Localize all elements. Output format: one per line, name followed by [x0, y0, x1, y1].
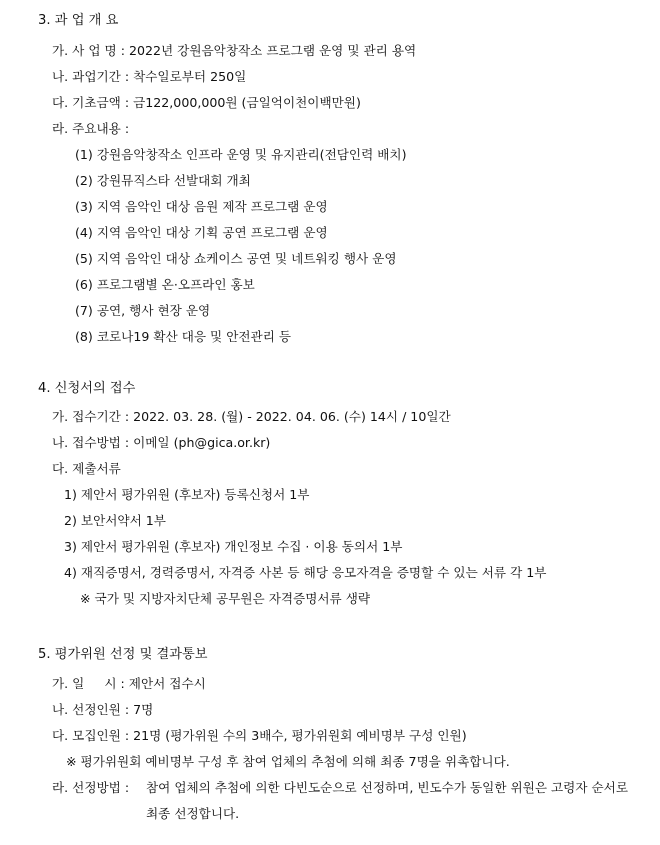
list-item: 3) 제안서 평가위원 (후보자) 개인정보 수집 · 이용 동의서 1부 — [64, 539, 403, 554]
list-item: (5) 지역 음악인 대상 쇼케이스 공연 및 네트워킹 행사 운영 — [75, 251, 397, 266]
application-period-label: 가. 접수기간 — [52, 409, 121, 424]
list-item: (6) 프로그램별 온·오프라인 홍보 — [75, 277, 255, 292]
selection-count-label: 나. 선정인원 — [52, 702, 121, 717]
list-item: (2) 강원뮤직스타 선발대회 개최 — [75, 173, 251, 188]
application-method-row — [52, 434, 270, 452]
application-period-value: 2022. 03. 28. (월) - 2022. 04. 06. (수) 14시 / 10일간 — [133, 409, 451, 424]
selection-method-value: 참여 업체의 추첨에 의한 다빈도순으로 선정하며, 빈도수가 동일한 위원은 고령자 순서로 최종 선정합니다. — [146, 780, 628, 821]
separator: : — [116, 43, 129, 58]
separator: : — [120, 702, 134, 717]
project-name-label: 가. 사 업 명 — [52, 43, 117, 58]
separator: : — [120, 435, 134, 450]
recruit-count-label: 다. 모집인원 — [52, 728, 121, 743]
list-item: 2) 보안서약서 1부 — [64, 513, 166, 528]
list-item: (3) 지역 음악인 대상 음원 제작 프로그램 운영 — [75, 199, 328, 214]
separator: : — [120, 728, 134, 743]
list-item: (4) 지역 음악인 대상 기획 공연 프로그램 운영 — [75, 225, 328, 240]
project-period-label: 나. 과업기간 — [52, 69, 121, 84]
project-name-value: 2022년 강원음악창작소 프로그램 운영 및 관리 용역 — [128, 43, 417, 58]
schedule-value: 제안서 접수시 — [128, 676, 206, 691]
base-amount-label: 다. 기초금액 — [52, 95, 121, 110]
selection-method-label: 라. 선정방법 — [52, 780, 121, 795]
section-5-title: 5. 평가위원 선정 및 결과통보 — [38, 647, 208, 662]
project-period-value: 착수일로부터 250일 — [133, 69, 247, 84]
documents-note: ※ 국가 및 지방자치단체 공무원은 자격증명서류 생략 — [80, 591, 371, 606]
list-item: 1) 제안서 평가위원 (후보자) 등록신청서 1부 — [64, 487, 310, 502]
recruit-count-value: 21명 (평가위원 수의 3배수, 평가위원회 예비명부 구성 인원) — [133, 728, 467, 743]
list-item: 4) 재직증명서, 경력증명서, 자격증 사본 등 해당 응모자격을 증명할 수 있는 서류 각 1부 — [64, 565, 547, 580]
section-4-title: 4. 신청서의 접수 — [38, 381, 136, 396]
schedule-row — [52, 675, 206, 693]
schedule-label: 가. 일 시 — [52, 676, 117, 691]
separator: : — [116, 676, 129, 691]
documents-label: 다. 제출서류 — [52, 461, 121, 476]
application-method-value: 이메일 (ph@gica.or.kr) — [133, 435, 271, 450]
selection-count-row — [52, 701, 153, 719]
selection-count-value: 7명 — [133, 702, 154, 717]
project-name-row — [52, 42, 416, 60]
list-item: (8) 코로나19 확산 대응 및 안전관리 등 — [75, 329, 292, 344]
list-item: (1) 강원음악창작소 인프라 운영 및 유지관리(전담인력 배치) — [75, 147, 407, 162]
main-content-label: 라. 주요내용 : — [52, 121, 130, 136]
base-amount-row — [52, 94, 361, 112]
recruit-note: ※ 평가위원회 예비명부 구성 후 참여 업체의 추첨에 의해 최종 7명을 위촉합니다. — [66, 754, 510, 769]
separator: : — [120, 409, 134, 424]
recruit-count-row — [52, 727, 467, 745]
selection-method-label-row — [52, 779, 133, 797]
application-period-row — [52, 408, 451, 426]
section-3-title: 3. 과 업 개 요 — [38, 13, 119, 28]
separator: : — [120, 780, 134, 795]
list-item: (7) 공연, 행사 현장 운영 — [75, 303, 211, 318]
separator: : — [120, 95, 134, 110]
base-amount-value: 금122,000,000원 (금일억이천이백만원) — [133, 95, 361, 110]
separator: : — [120, 69, 134, 84]
application-method-label: 나. 접수방법 — [52, 435, 121, 450]
project-period-row — [52, 68, 246, 86]
